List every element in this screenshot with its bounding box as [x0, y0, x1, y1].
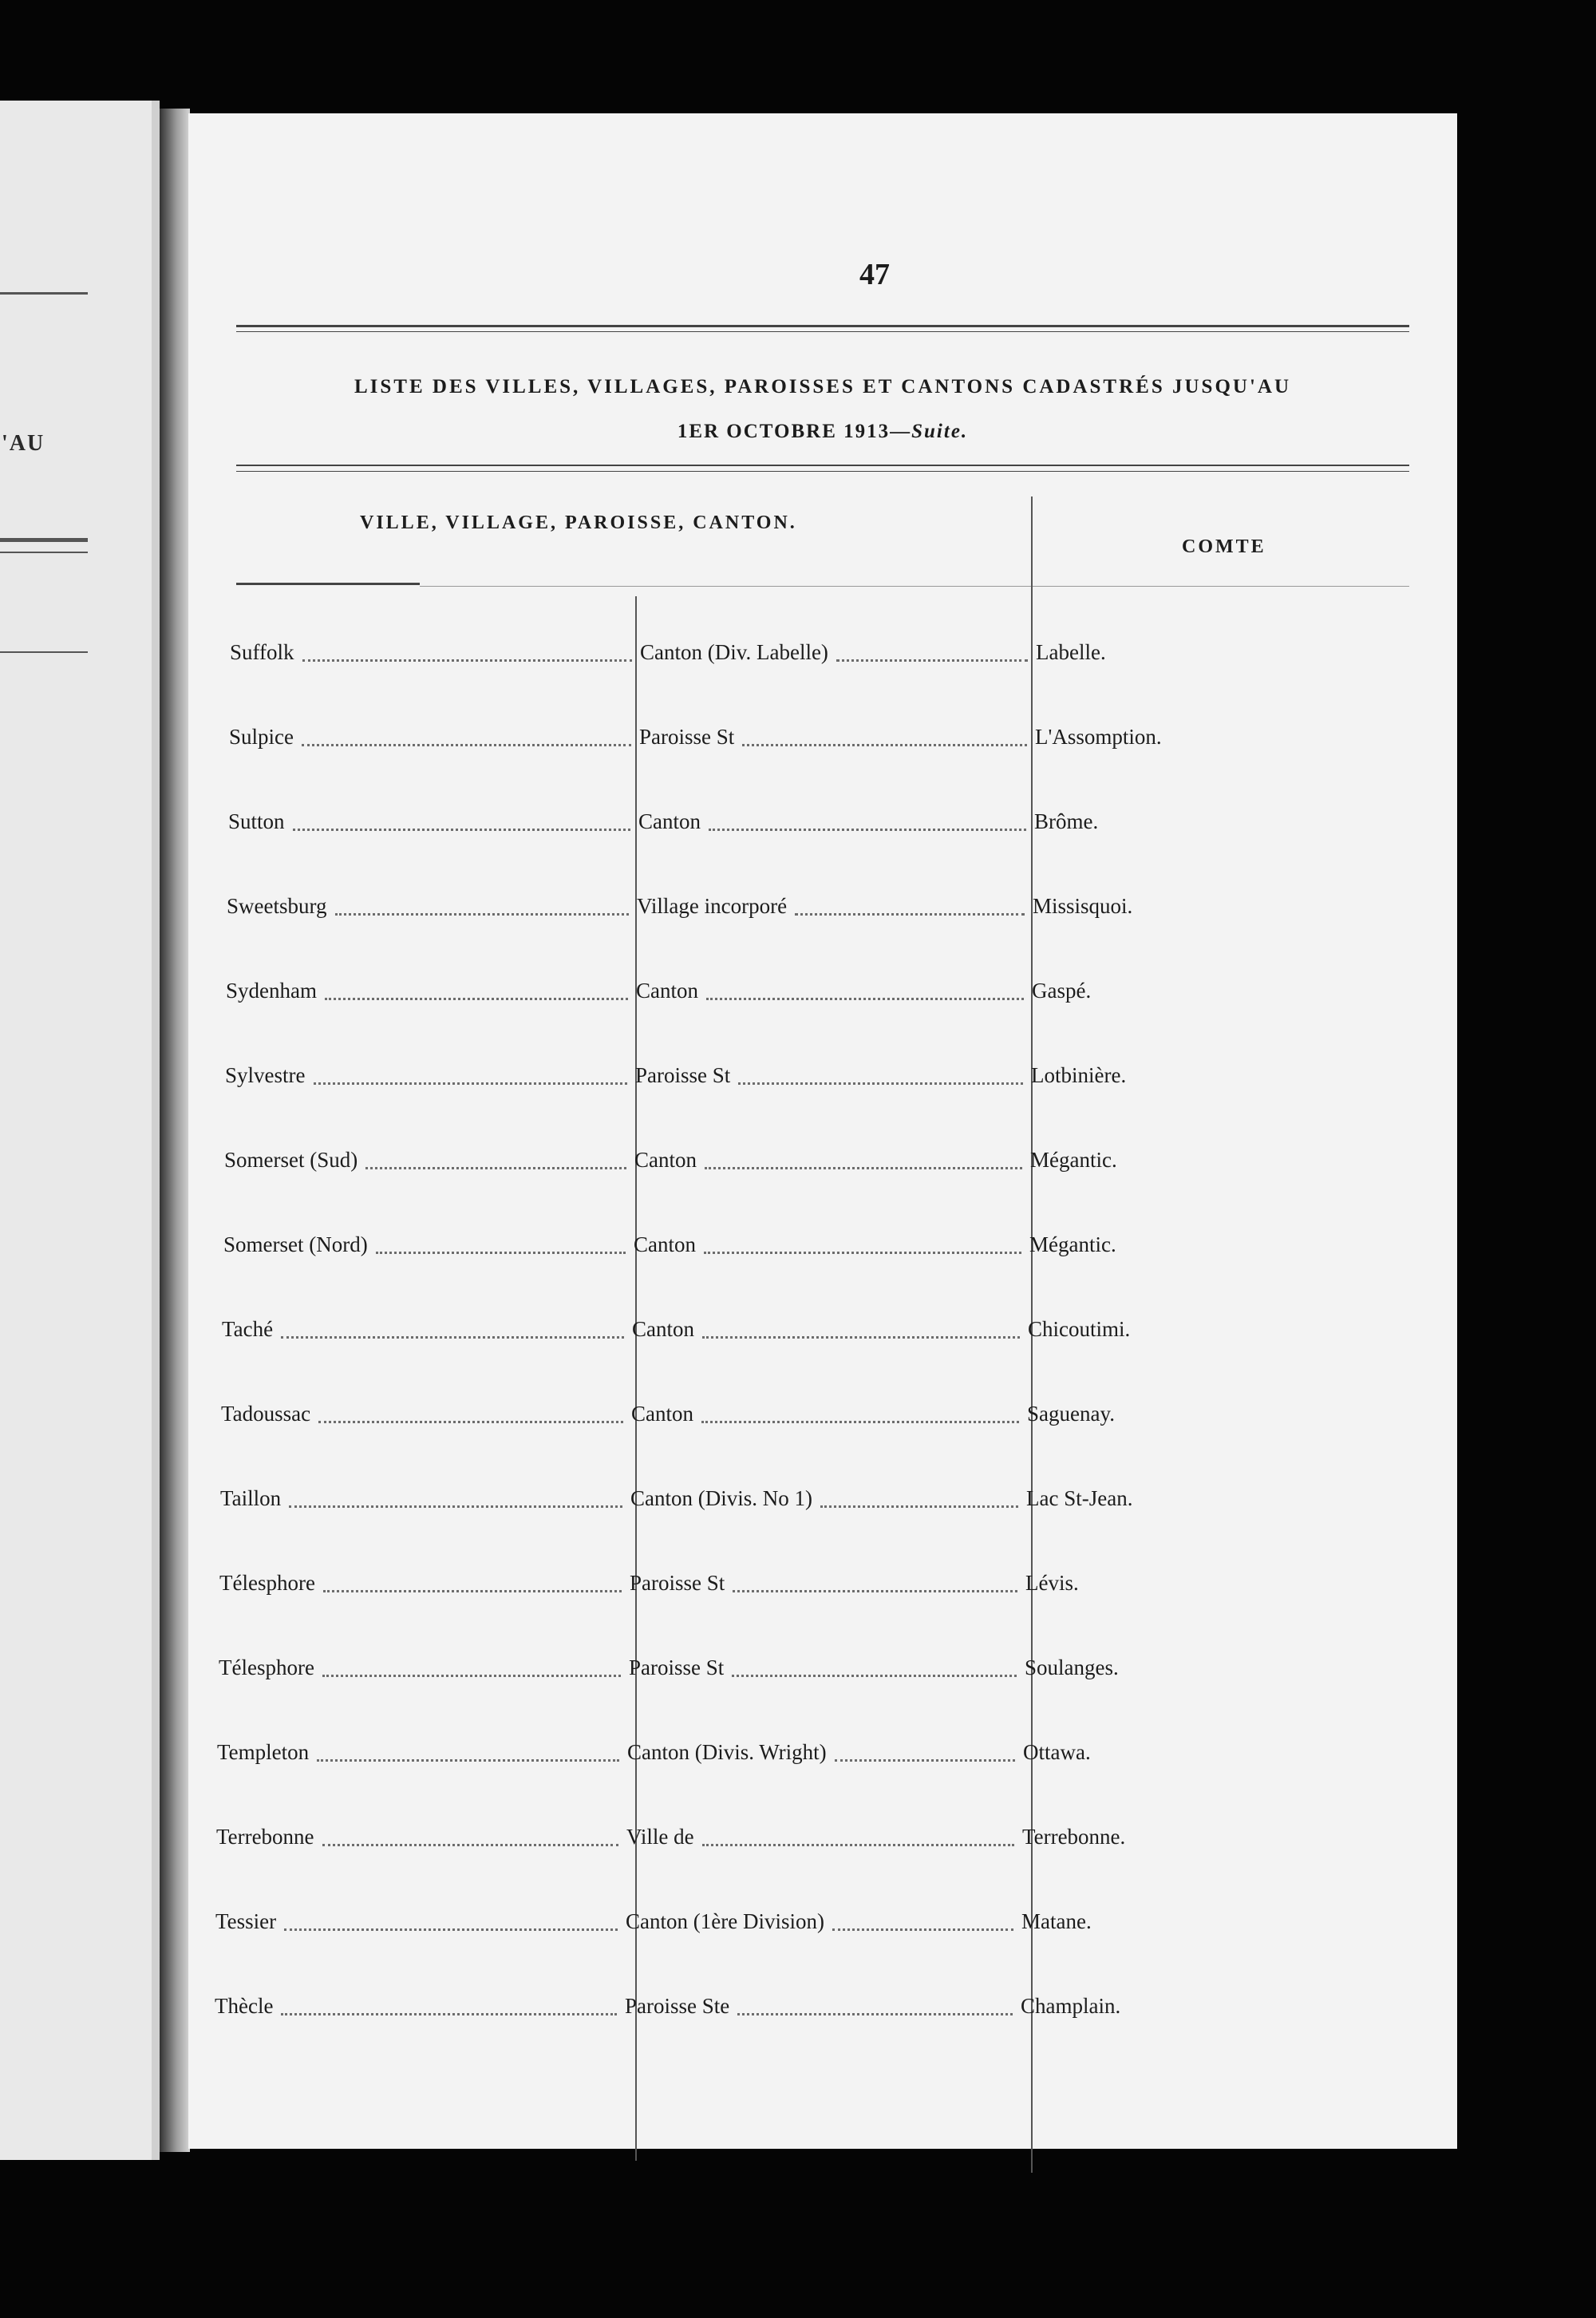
dot-leader: [709, 829, 1026, 831]
place-type: Canton: [632, 1317, 694, 1341]
list-item: [188, 1909, 1457, 1938]
column-header-underline: [236, 583, 420, 585]
dot-leader: [835, 1759, 1015, 1762]
list-item: [188, 1571, 1457, 1600]
left-page-edge: [0, 101, 160, 2160]
place-name: Télesphore: [219, 1655, 314, 1679]
dot-leader: [302, 744, 631, 746]
county-name: Lévis.: [1025, 1571, 1079, 1595]
column-header-county: COMTE: [1182, 536, 1266, 557]
book-spine: [160, 109, 190, 2152]
place-name: Suffolk: [230, 640, 294, 664]
dot-leader: [317, 1759, 619, 1762]
dot-leader: [335, 913, 629, 916]
place-name: Sutton: [228, 809, 285, 833]
place-type: Canton (Div. Labelle): [640, 640, 828, 664]
county-name: Brôme.: [1034, 809, 1099, 833]
list-item: [188, 1994, 1457, 2023]
list-item: [188, 1317, 1457, 1346]
place-name: Sweetsburg: [227, 894, 327, 918]
dot-leader: [325, 998, 628, 1000]
county-name: Chicoutimi.: [1028, 1317, 1131, 1341]
county-name: Ottawa.: [1023, 1740, 1091, 1764]
dot-leader: [322, 1844, 618, 1846]
list-item: [188, 1402, 1457, 1430]
county-name: Lotbinière.: [1031, 1063, 1127, 1087]
heading-rule: [236, 465, 1409, 466]
heading-date: 1ER OCTOBRE 1913—: [677, 421, 912, 442]
place-type: Canton (1ère Division): [626, 1909, 824, 1933]
left-page-rule: [0, 651, 88, 653]
place-name: Thècle: [215, 1994, 274, 2018]
dot-leader: [289, 1505, 622, 1508]
heading-suite: Suite.: [911, 421, 969, 442]
list-item: [188, 1740, 1457, 1769]
place-type: Canton: [638, 809, 701, 833]
place-name: Sulpice: [229, 725, 294, 749]
dot-leader: [293, 829, 630, 831]
dot-leader: [365, 1167, 626, 1169]
place-name: Templeton: [217, 1740, 310, 1764]
list-item: [188, 1063, 1457, 1092]
heading-line-2: [236, 409, 1409, 454]
dot-leader: [737, 2013, 1013, 2015]
county-name: Mégantic.: [1030, 1148, 1117, 1172]
document-page: [188, 113, 1457, 2149]
list-item: [188, 1655, 1457, 1684]
list-item: [188, 1232, 1457, 1261]
place-name: Sylvestre: [225, 1063, 306, 1087]
place-name: Somerset (Sud): [224, 1148, 358, 1172]
column-header-place: VILLE, VILLAGE, PAROISSE, CANTON.: [360, 512, 797, 533]
dot-leader: [284, 1928, 618, 1931]
place-type: Village incorporé: [637, 894, 788, 918]
top-rule: [236, 331, 1409, 332]
dot-leader: [836, 659, 1028, 662]
dot-leader: [832, 1928, 1013, 1931]
place-name: Taillon: [220, 1486, 282, 1510]
column-header-underline: [420, 586, 1409, 587]
place-type: Canton: [634, 1232, 696, 1256]
left-page-rule: [0, 552, 88, 553]
county-name: Mégantic.: [1029, 1232, 1116, 1256]
page-number: 47: [859, 258, 890, 291]
dot-leader: [376, 1252, 626, 1254]
dot-leader: [704, 1252, 1021, 1254]
place-name: Tessier: [215, 1909, 277, 1933]
left-page-rule: [0, 538, 88, 542]
heading-line-1: LISTE DES VILLES, VILLAGES, PAROISSES ET CANTONS CADASTRÉS JUSQU'AU: [354, 376, 1292, 398]
list-item: [188, 1486, 1457, 1515]
county-name: Terrebonne.: [1022, 1825, 1126, 1849]
dot-leader: [701, 1421, 1019, 1423]
county-name: L'Assomption.: [1035, 725, 1162, 749]
county-name: Gaspé.: [1032, 979, 1092, 1003]
place-name: Terrebonne: [216, 1825, 314, 1849]
dot-leader: [732, 1675, 1017, 1677]
list-item: [188, 725, 1457, 754]
dot-leader: [302, 659, 632, 662]
place-type: Ville de: [626, 1825, 694, 1849]
list-item: [188, 894, 1457, 923]
place-type: Paroisse St: [629, 1655, 725, 1679]
place-type: Canton (Divis. No 1): [630, 1486, 812, 1510]
dot-leader: [281, 2013, 617, 2015]
county-name: Lac St-Jean.: [1026, 1486, 1133, 1510]
dot-leader: [322, 1675, 621, 1677]
list-item: [188, 1148, 1457, 1177]
county-name: Missisquoi.: [1033, 894, 1133, 918]
heading-rule: [236, 471, 1409, 472]
place-type: Paroisse Ste: [625, 1994, 730, 2018]
county-name: Saguenay.: [1027, 1402, 1115, 1426]
dot-leader: [323, 1590, 622, 1592]
place-name: Taché: [222, 1317, 274, 1341]
dot-leader: [318, 1421, 623, 1423]
place-type: Canton: [636, 979, 698, 1003]
dot-leader: [706, 998, 1024, 1000]
dot-leader: [314, 1082, 627, 1085]
place-type: Canton: [631, 1402, 693, 1426]
place-name: Sydenham: [226, 979, 317, 1003]
place-type: Canton (Divis. Wright): [627, 1740, 827, 1764]
top-rule: [236, 325, 1409, 327]
left-page-heading-fragment: 'AU: [2, 431, 45, 456]
dot-leader: [281, 1336, 624, 1339]
left-page-rule: [0, 292, 88, 295]
dot-leader: [702, 1336, 1020, 1339]
list-item: [188, 809, 1457, 838]
dot-leader: [733, 1590, 1017, 1592]
list-item: [188, 1825, 1457, 1853]
dot-leader: [742, 744, 1027, 746]
dot-leader: [738, 1082, 1023, 1085]
place-name: Tadoussac: [221, 1402, 311, 1426]
list-item: [188, 640, 1457, 669]
place-name: Somerset (Nord): [223, 1232, 368, 1256]
county-name: Matane.: [1021, 1909, 1092, 1933]
county-name: Champlain.: [1021, 1994, 1121, 2018]
place-type: Canton: [634, 1148, 697, 1172]
dot-leader: [702, 1844, 1014, 1846]
dot-leader: [705, 1167, 1022, 1169]
county-name: Soulanges.: [1025, 1655, 1119, 1679]
place-name: Télesphore: [219, 1571, 315, 1595]
place-type: Paroisse St: [635, 1063, 731, 1087]
place-type: Paroisse St: [630, 1571, 725, 1595]
dot-leader: [795, 913, 1025, 916]
dot-leader: [820, 1505, 1018, 1508]
list-item: [188, 979, 1457, 1007]
county-name: Labelle.: [1036, 640, 1106, 664]
place-type: Paroisse St: [639, 725, 735, 749]
list-heading: [236, 365, 1409, 454]
